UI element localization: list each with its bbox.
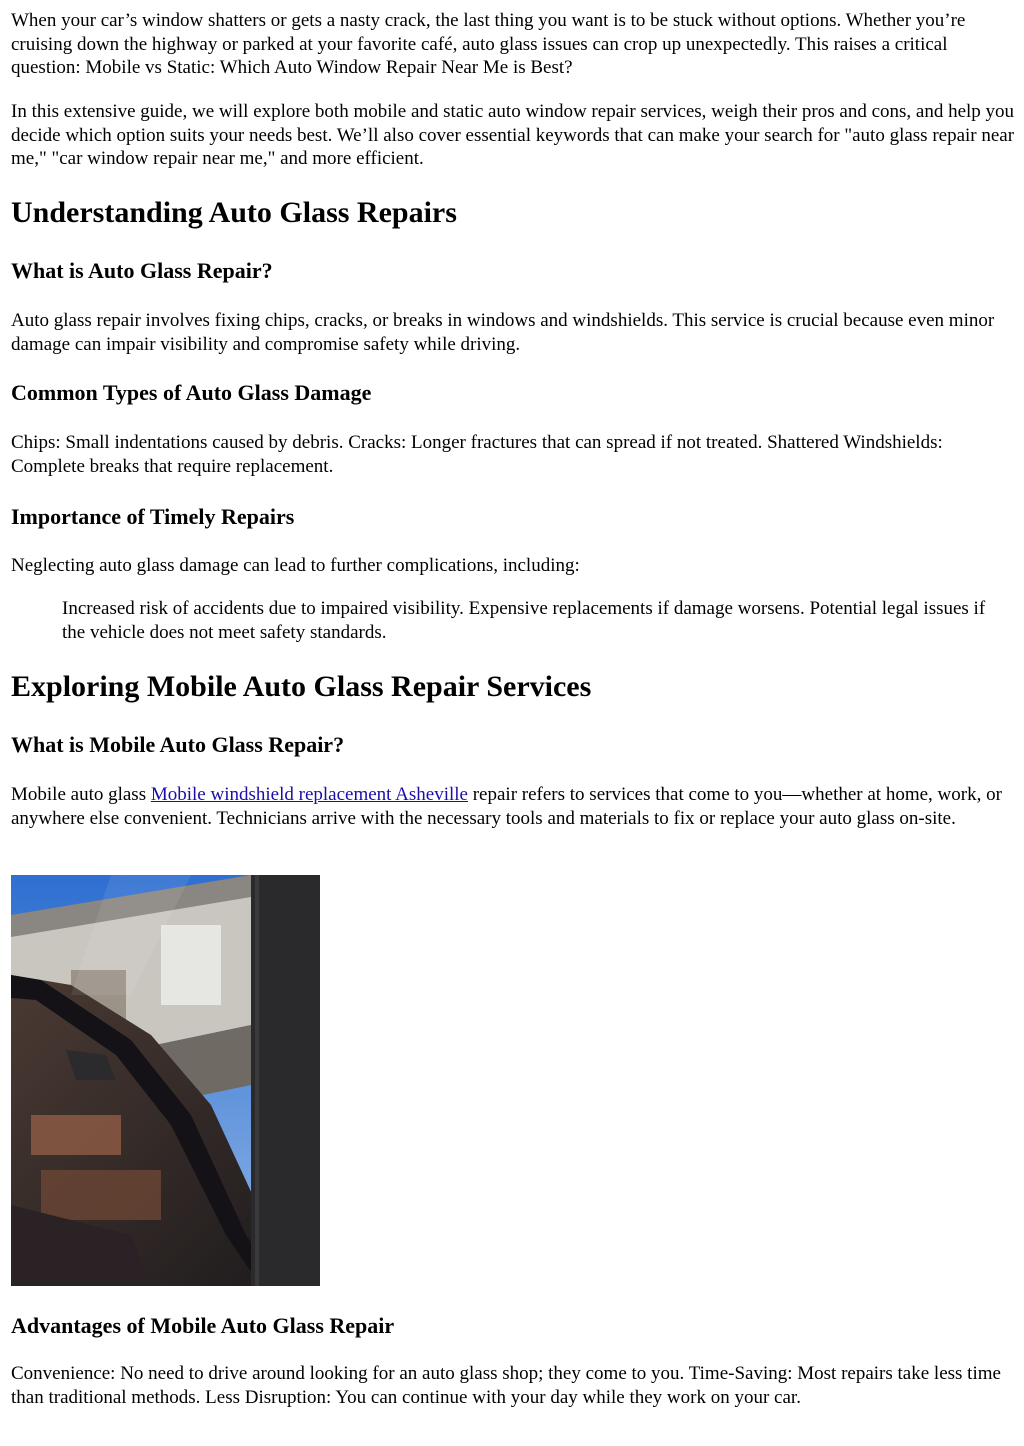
subheading-damage-types: Common Types of Auto Glass Damage (11, 380, 372, 405)
subheading-what-is-repair: What is Auto Glass Repair? (11, 258, 273, 283)
subheading-timely-repairs: Importance of Timely Repairs (11, 504, 295, 529)
car-window-photo (11, 875, 320, 1286)
paragraph-timely-repairs: Neglecting auto glass damage can lead to further complications, including: (11, 555, 580, 576)
paragraph-what-is-repair: Auto glass repair involves fixing chips, cracks, or breaks in windows and windshields. This service is crucial because even minor damage can impair visibility and compromise safety while driving. (11, 310, 995, 355)
section-heading-understanding: Understanding Auto Glass Repairs (11, 196, 457, 229)
intro-paragraph-2: In this extensive guide, we will explore both mobile and static auto window repair services, weigh their pros and cons, and help you decide which option suits your needs best. We’ll also cover essential keywords that can make your search for "auto glass repair near me," "car window repair near me," and more efficient. (11, 101, 1015, 169)
section-heading-mobile: Exploring Mobile Auto Glass Repair Services (11, 670, 592, 703)
paragraph-what-is-mobile (11, 783, 1016, 830)
paragraph-advantages: Convenience: No need to drive around looking for an auto glass shop; they come to you. Time-Saving: Most repairs take less time than traditional methods. Less Disruption: You can continue with your day while they work on your car. (11, 1363, 1001, 1408)
subheading-what-is-mobile: What is Mobile Auto Glass Repair? (11, 732, 345, 757)
intro-paragraph-1: When your car’s window shatters or gets a nasty crack, the last thing you want is to be stuck without options. Whether you’re cruising down the highway or parked at your favorite café, auto glass issues can crop up unexpectedly. This raises a critical question: Mobile vs Static: Which Auto Window Repair Near Me is Best? (11, 10, 966, 78)
subheading-advantages: Advantages of Mobile Auto Glass Repair (11, 1313, 395, 1338)
mobile-text-after: repair refers to services that come to you—whether at home, work, or anywhere else convenient. Technicians arrive with the necessary tools and materials to fix or replace your auto glass on-site. (11, 784, 1002, 829)
paragraph-damage-types: Chips: Small indentations caused by debris. Cracks: Longer fractures that can spread if not treated. Shattered Windshields: Complete breaks that require replacement. (11, 432, 943, 477)
blockquote-risks: Increased risk of accidents due to impaired visibility. Expensive replacements if damage worsens. Potential legal issues if the vehicle does not meet safety standards. (62, 598, 986, 643)
mobile-text-before: Mobile auto glass (11, 784, 151, 805)
mobile-windshield-link[interactable]: Mobile windshield replacement Asheville (150, 784, 468, 805)
